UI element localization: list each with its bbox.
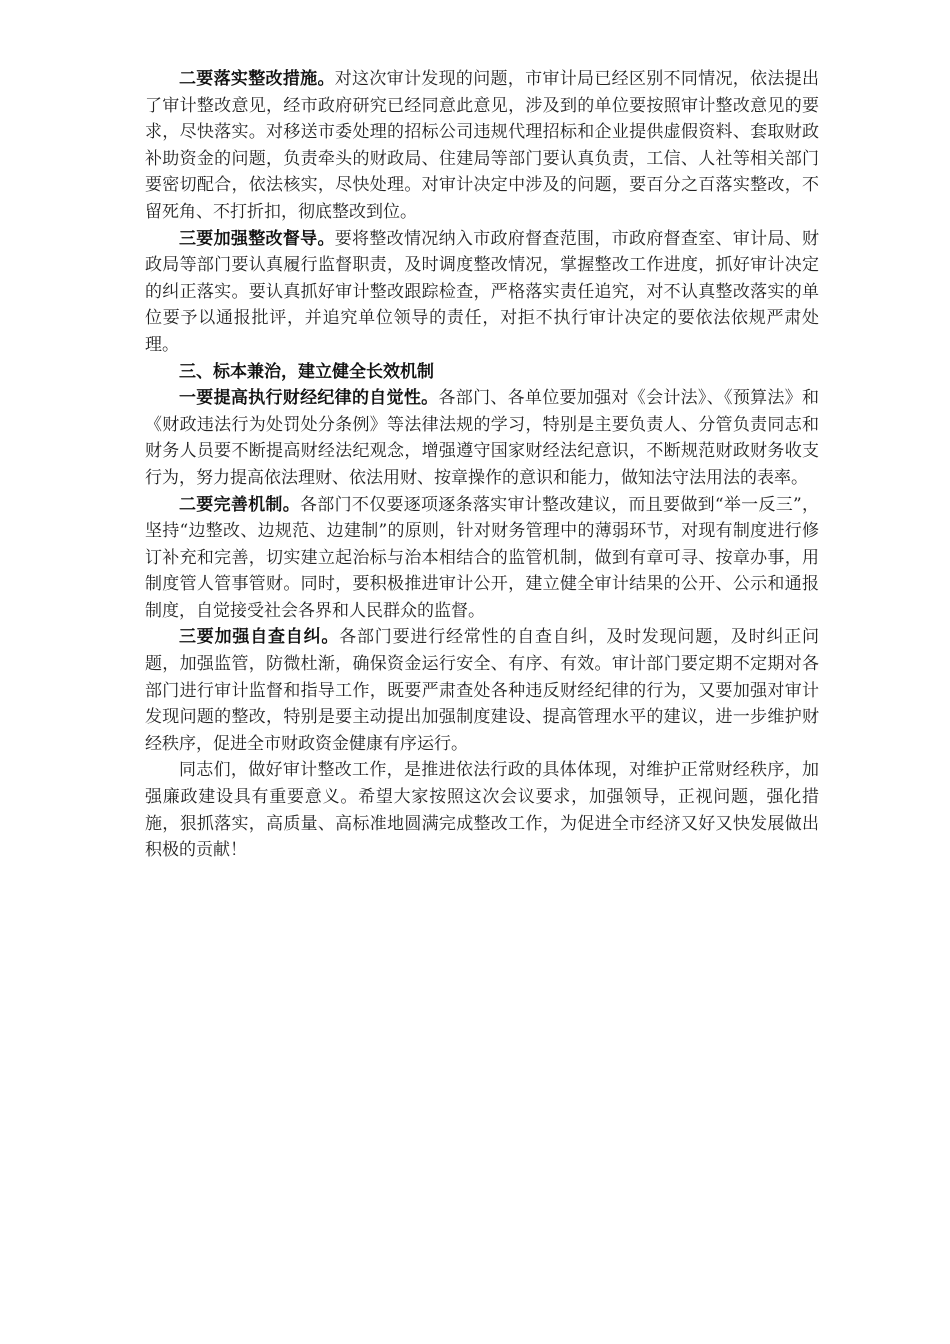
document-body	[145, 66, 819, 864]
paragraph-lead: 一要提高执行财经纪律的自觉性。	[179, 388, 439, 409]
paragraph-lead: 二要完善机制。	[179, 494, 301, 515]
paragraph-closing	[145, 757, 819, 863]
paragraph-text: 各部门不仅要逐项逐条落实审计整改建议，而且要做到“举一反三”，坚持“边整改、边规范、边建制”的原则，针对财务管理中的薄弱环节，对现有制度进行修订补充和完善，切实建立起治标与治本相结合的监管机制，做到有章可寻、按章办事，用制度管人管事管财。同时，要积极推进审计公开，建立健全审计结果的公开、公示和通报制度，自觉接受社会各界和人民群众的监督。	[145, 494, 819, 621]
paragraph-supervision	[145, 226, 819, 359]
paragraph-mechanism	[145, 492, 819, 625]
paragraph-discipline	[145, 385, 819, 491]
paragraph-lead: 二要落实整改措施。	[179, 69, 335, 89]
paragraph-lead: 三要加强整改督导。	[179, 228, 335, 249]
paragraph-text: 对这次审计发现的问题，市审计局已经区别不同情况，依法提出了审计整改意见，经市政府研究已经同意此意见，涉及到的单位要按照审计整改意见的要求，尽快落实。对移送市委处理的招标公司违规代理招标和企业提供虚假资料、套取财政补助资金的问题，负责牵头的财政局、住建局等部门要认真负责，工信、人社等相关部门要密切配合，依法核实，尽快处理。对审计决定中涉及的问题，要百分之百落实整改，不留死角、不打折扣，彻底整改到位。	[145, 69, 819, 222]
paragraph-text: 要将整改情况纳入市政府督查范围，市政府督查室、审计局、财政局等部门要认真履行监督职责，及时调度整改情况，掌握整改工作进度，抓好审计决定的纠正落实。要认真抓好审计整改跟踪检查，严格落实责任追究，对不认真整改落实的单位要予以通报批评，并追究单位领导的责任，对拒不执行审计决定的要依法依规严肃处理。	[145, 228, 819, 355]
paragraph-self-inspection	[145, 624, 819, 757]
paragraph-implement-measures	[145, 66, 819, 226]
paragraph-lead: 三要加强自查自纠。	[179, 627, 340, 648]
paragraph-text: 各部门要进行经常性的自查自纠，及时发现问题，及时纠正问题，加强监管，防微杜渐，确保资金运行安全、有序、有效。审计部门要定期不定期对各部门进行审计监督和指导工作，既要严肃查处各种违反财经纪律的行为，又要加强对审计发现问题的整改，特别是要主动提出加强制度建设、提高管理水平的建议，进一步维护财经秩序，促进全市财政资金健康有序运行。	[145, 627, 820, 754]
section-heading: 三、标本兼治，建立健全长效机制	[179, 361, 434, 382]
paragraph-text: 同志们，做好审计整改工作，是推进依法行政的具体体现，对维护正常财经秩序，加强廉政建设具有重要意义。希望大家按照这次会议要求，加强领导，正视问题，强化措施，狠抓落实，高质量、高标准地圆满完成整改工作，为促进全市经济又好又快发展做出积极的贡献！	[145, 760, 819, 861]
paragraph-text: 各部门、各单位要加强对《会计法》、《预算法》和《财政违法行为处罚处分条例》等法律法规的学习，特别是主要负责人、分管负责同志和财务人员要不断提高财经法纪观念，增强遵守国家财经法纪意识，不断规范财政财务收支行为，努力提高依法理财、依法用财、按章操作的意识和能力，做知法守法用法的表率。	[145, 388, 820, 488]
